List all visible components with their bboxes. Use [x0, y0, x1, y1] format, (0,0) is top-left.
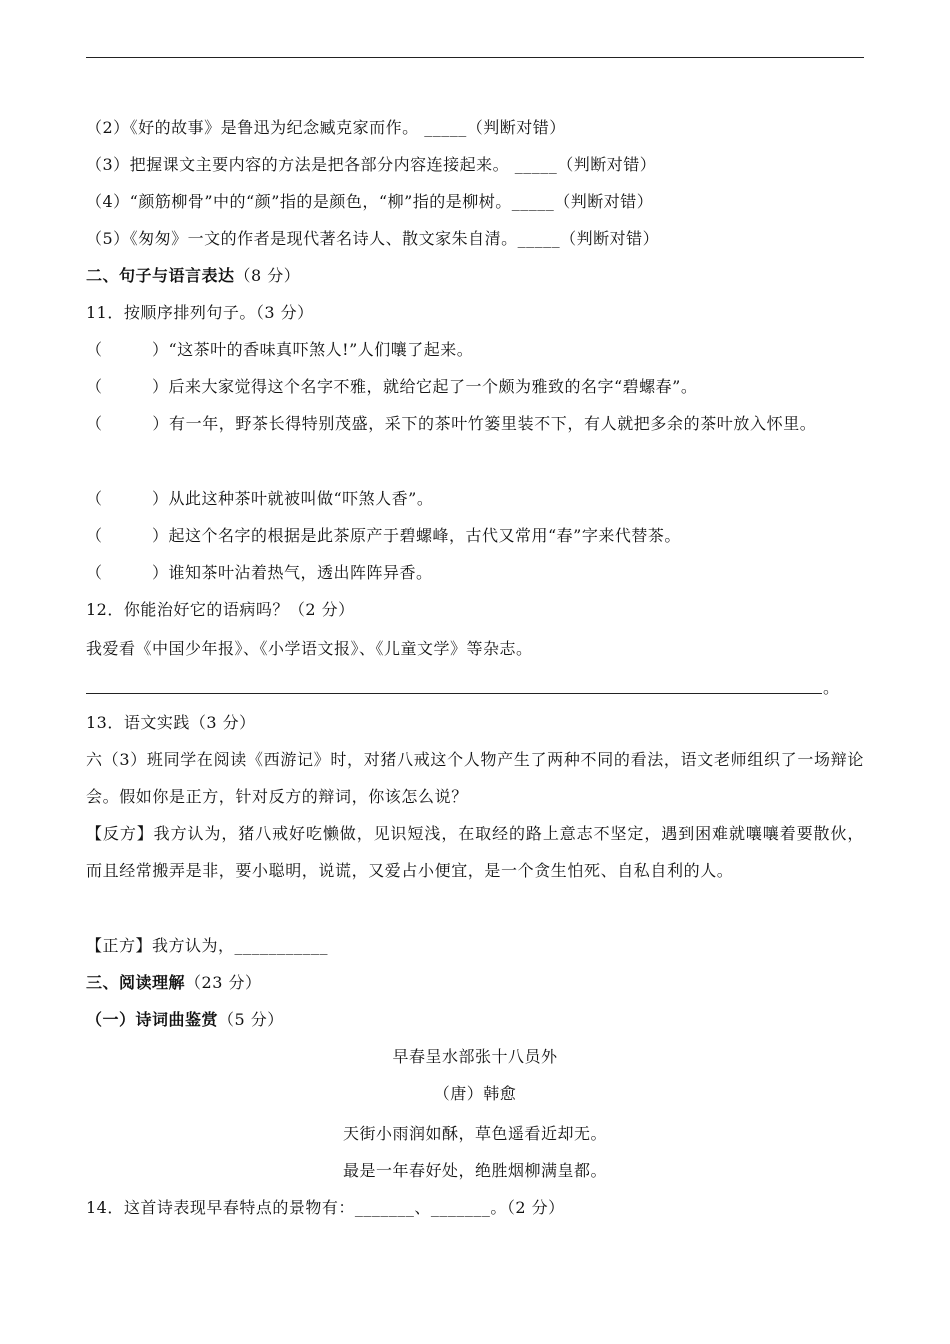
judge-item-4: （4）“颜筋柳骨”中的“颜”指的是颜色，“柳”指的是柳树。_____（判断对错）	[86, 192, 654, 211]
q11-sentence-5: （ ）起这个名字的根据是此茶原产于碧螺峰，古代又常用“春”字来代替茶。	[86, 526, 681, 545]
q11-sentence-2: （ ）后来大家觉得这个名字不雅，就给它起了一个颇为雅致的名字“碧螺春”。	[86, 377, 698, 396]
section-3-score: （23 分）	[185, 973, 262, 992]
section-3-title: 三、阅读理解	[86, 973, 186, 992]
judge-item-5: （5）《匆匆》一文的作者是现代著名诗人、散文家朱自清。_____（判断对错）	[86, 229, 660, 248]
header-rule	[86, 57, 864, 58]
q11-sentence-6: （ ）谁知茶叶沾着热气，透出阵阵异香。	[86, 563, 433, 582]
q14-title: 14．这首诗表现早春特点的景物有：_______、_______。（2 分）	[86, 1198, 565, 1217]
q12-title: 12．你能治好它的语病吗？（2 分）	[86, 600, 355, 619]
subsection-1-score: （5 分）	[218, 1010, 284, 1029]
q11-sentence-1: （ ）“这茶叶的香味真吓煞人!”人们嚷了起来。	[86, 340, 474, 359]
subsection-1-title: （一）诗词曲鉴赏	[86, 1010, 219, 1029]
poem-line-1: 天街小雨润如酥，草色遥看近却无。	[342, 1124, 607, 1143]
q12-end-mark: 。	[823, 678, 840, 697]
q13-pro-argument[interactable]: 【正方】我方认为，___________	[86, 936, 329, 955]
subsection-1-heading	[86, 1010, 284, 1030]
judge-item-2: （2）《好的故事》是鲁迅为纪念臧克家而作。 _____（判断对错）	[86, 118, 566, 137]
section-2-score: （8 分）	[234, 266, 301, 285]
q13-intro: 六（3）班同学在阅读《西游记》时，对猪八戒这个人物产生了两种不同的看法，语文老师组织了一场辩论会。假如你是正方，针对反方的辩词，你该怎么说？	[86, 750, 864, 806]
q11-sentence-4: （ ）从此这种茶叶就被叫做“吓煞人香”。	[86, 489, 434, 508]
poem-author: （唐）韩愈	[433, 1084, 517, 1103]
q11-title: 11．按顺序排列句子。（3 分）	[86, 303, 314, 322]
q12-answer-line[interactable]	[86, 693, 822, 694]
q12-sentence: 我爱看《中国少年报》、《小学语文报》、《儿童文学》等杂志。	[86, 639, 533, 658]
judge-item-3: （3）把握课文主要内容的方法是把各部分内容连接起来。 _____（判断对错）	[86, 155, 657, 174]
section-3-heading	[86, 973, 261, 993]
section-2-title: 二、句子与语言表达	[86, 266, 235, 285]
q11-sentence-3: （ ）有一年，野茶长得特别茂盛，采下的茶叶竹篓里装不下，有人就把多余的茶叶放入怀里。	[86, 414, 817, 433]
poem-title: 早春呈水部张十八员外	[392, 1047, 558, 1066]
section-2-heading	[86, 266, 300, 286]
poem-line-2: 最是一年春好处，绝胜烟柳满皇都。	[342, 1161, 607, 1180]
q13-con-argument: 【反方】我方认为，猪八戒好吃懒做，见识短浅，在取经的路上意志不坚定，遇到困难就嚷嚷着要散伙，而且经常搬弄是非，要小聪明，说谎，又爱占小便宜，是一个贪生怕死、自私自利的人。	[86, 824, 864, 880]
q13-title: 13．语文实践（3 分）	[86, 713, 256, 732]
